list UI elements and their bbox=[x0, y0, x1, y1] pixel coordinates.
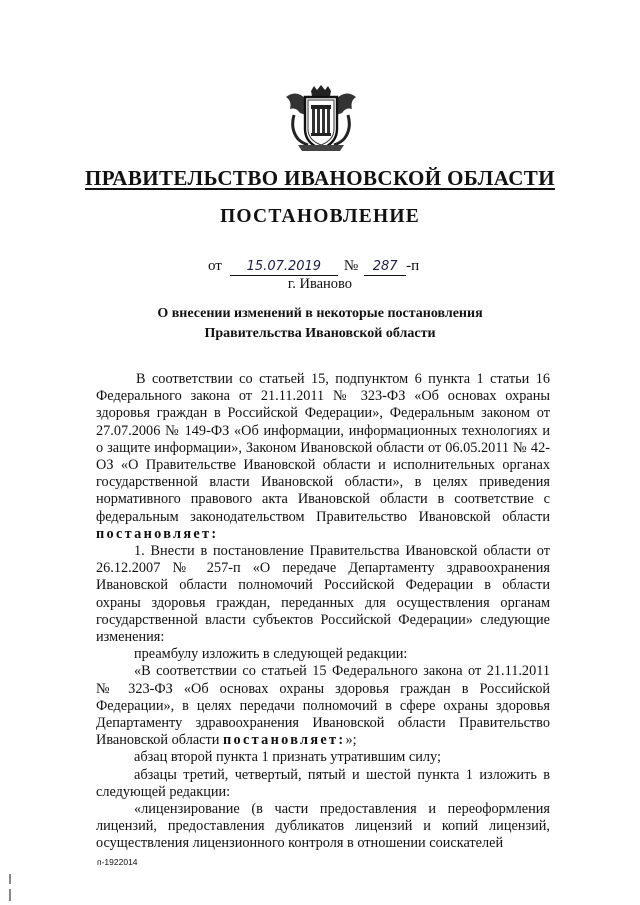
registration-line bbox=[208, 258, 419, 276]
document-code: п-1922014 bbox=[97, 857, 138, 867]
paragraph-licensing: «лицензирование (в части предоставления и переоформления лицензий, предоставления дубликатов лицензий и копий лицензий, осуществления лицензионного контроля в отношении соискателей bbox=[96, 801, 550, 852]
document-subject bbox=[0, 304, 640, 344]
decree-word: постановляет: bbox=[96, 525, 219, 542]
document-body bbox=[96, 371, 550, 853]
government-title: ПРАВИТЕЛЬСТВО ИВАНОВСКОЙ ОБЛАСТИ bbox=[85, 166, 555, 190]
document-number: 287 bbox=[364, 259, 406, 276]
document-type: ПОСТАНОВЛЕНИЕ bbox=[220, 206, 420, 227]
city: г. Иваново bbox=[287, 276, 353, 292]
number-suffix: -п bbox=[406, 258, 420, 274]
subject-line-2: Правительства Ивановской области bbox=[204, 326, 436, 341]
number-sign: № bbox=[343, 258, 359, 274]
date-prefix: от bbox=[208, 258, 222, 274]
quote-close: »; bbox=[345, 732, 357, 749]
paragraph-text: «В соответствии со статьей 15 Федерального закона от 21.11.2011 № 323-ФЗ «Об основах охраны здоровья граждан в Российской Федерации», в целях передачи полномочий в сфере охраны здоровья Департаменту здравоохранения Ивановской области Правительство Ивановской области bbox=[96, 663, 550, 749]
paragraph-amend: абзацы третий, четвертый, пятый и шестой пункта 1 изложить в следующей редакции: bbox=[96, 766, 550, 800]
margin-scan-mark bbox=[9, 874, 11, 884]
coat-of-arms-icon bbox=[284, 85, 358, 153]
margin-scan-mark bbox=[9, 889, 11, 901]
paragraph-new-preamble bbox=[96, 663, 550, 749]
decree-word: постановляет: bbox=[223, 732, 346, 749]
paragraph-preamble bbox=[96, 371, 550, 543]
paragraph-repeal: абзац второй пункта 1 признать утратившим силу; bbox=[134, 749, 441, 766]
paragraph-text: В соответствии со статьей 15, подпунктом 6 пункта 1 статьи 16 Федерального закона от 21.11.2011 № 323-ФЗ «Об основах охраны здоровья граждан в Российской Федерации», Федеральным законом от 27.07.2006 № 149-ФЗ «Об информации, информационных технологиях и о защите информации», Законом Ивановской области от 06.05.2011 № 42-ОЗ «О Правительстве Ивановской области и исполнительных органах государственной власти Ивановской области», в целях приведения нормативного правового акта Ивановской области в соответствие с федеральным законодательством Правительство Ивановской области bbox=[96, 371, 550, 525]
document-date: 15.07.2019 bbox=[230, 259, 338, 276]
subject-line-1: О внесении изменений в некоторые постановления bbox=[157, 306, 483, 321]
paragraph-item-1: 1. Внести в постановление Правительства Ивановской области от 26.12.2007 № 257-п «О передаче Департаменту здравоохранения Ивановской области полномочий Российской Федерации в области охраны здоровья граждан, переданных для осуществления органам государственной власти субъектов Российской Федерации» следующие изменения: bbox=[96, 543, 550, 646]
paragraph-preamble-change: преамбулу изложить в следующей редакции: bbox=[134, 646, 408, 663]
